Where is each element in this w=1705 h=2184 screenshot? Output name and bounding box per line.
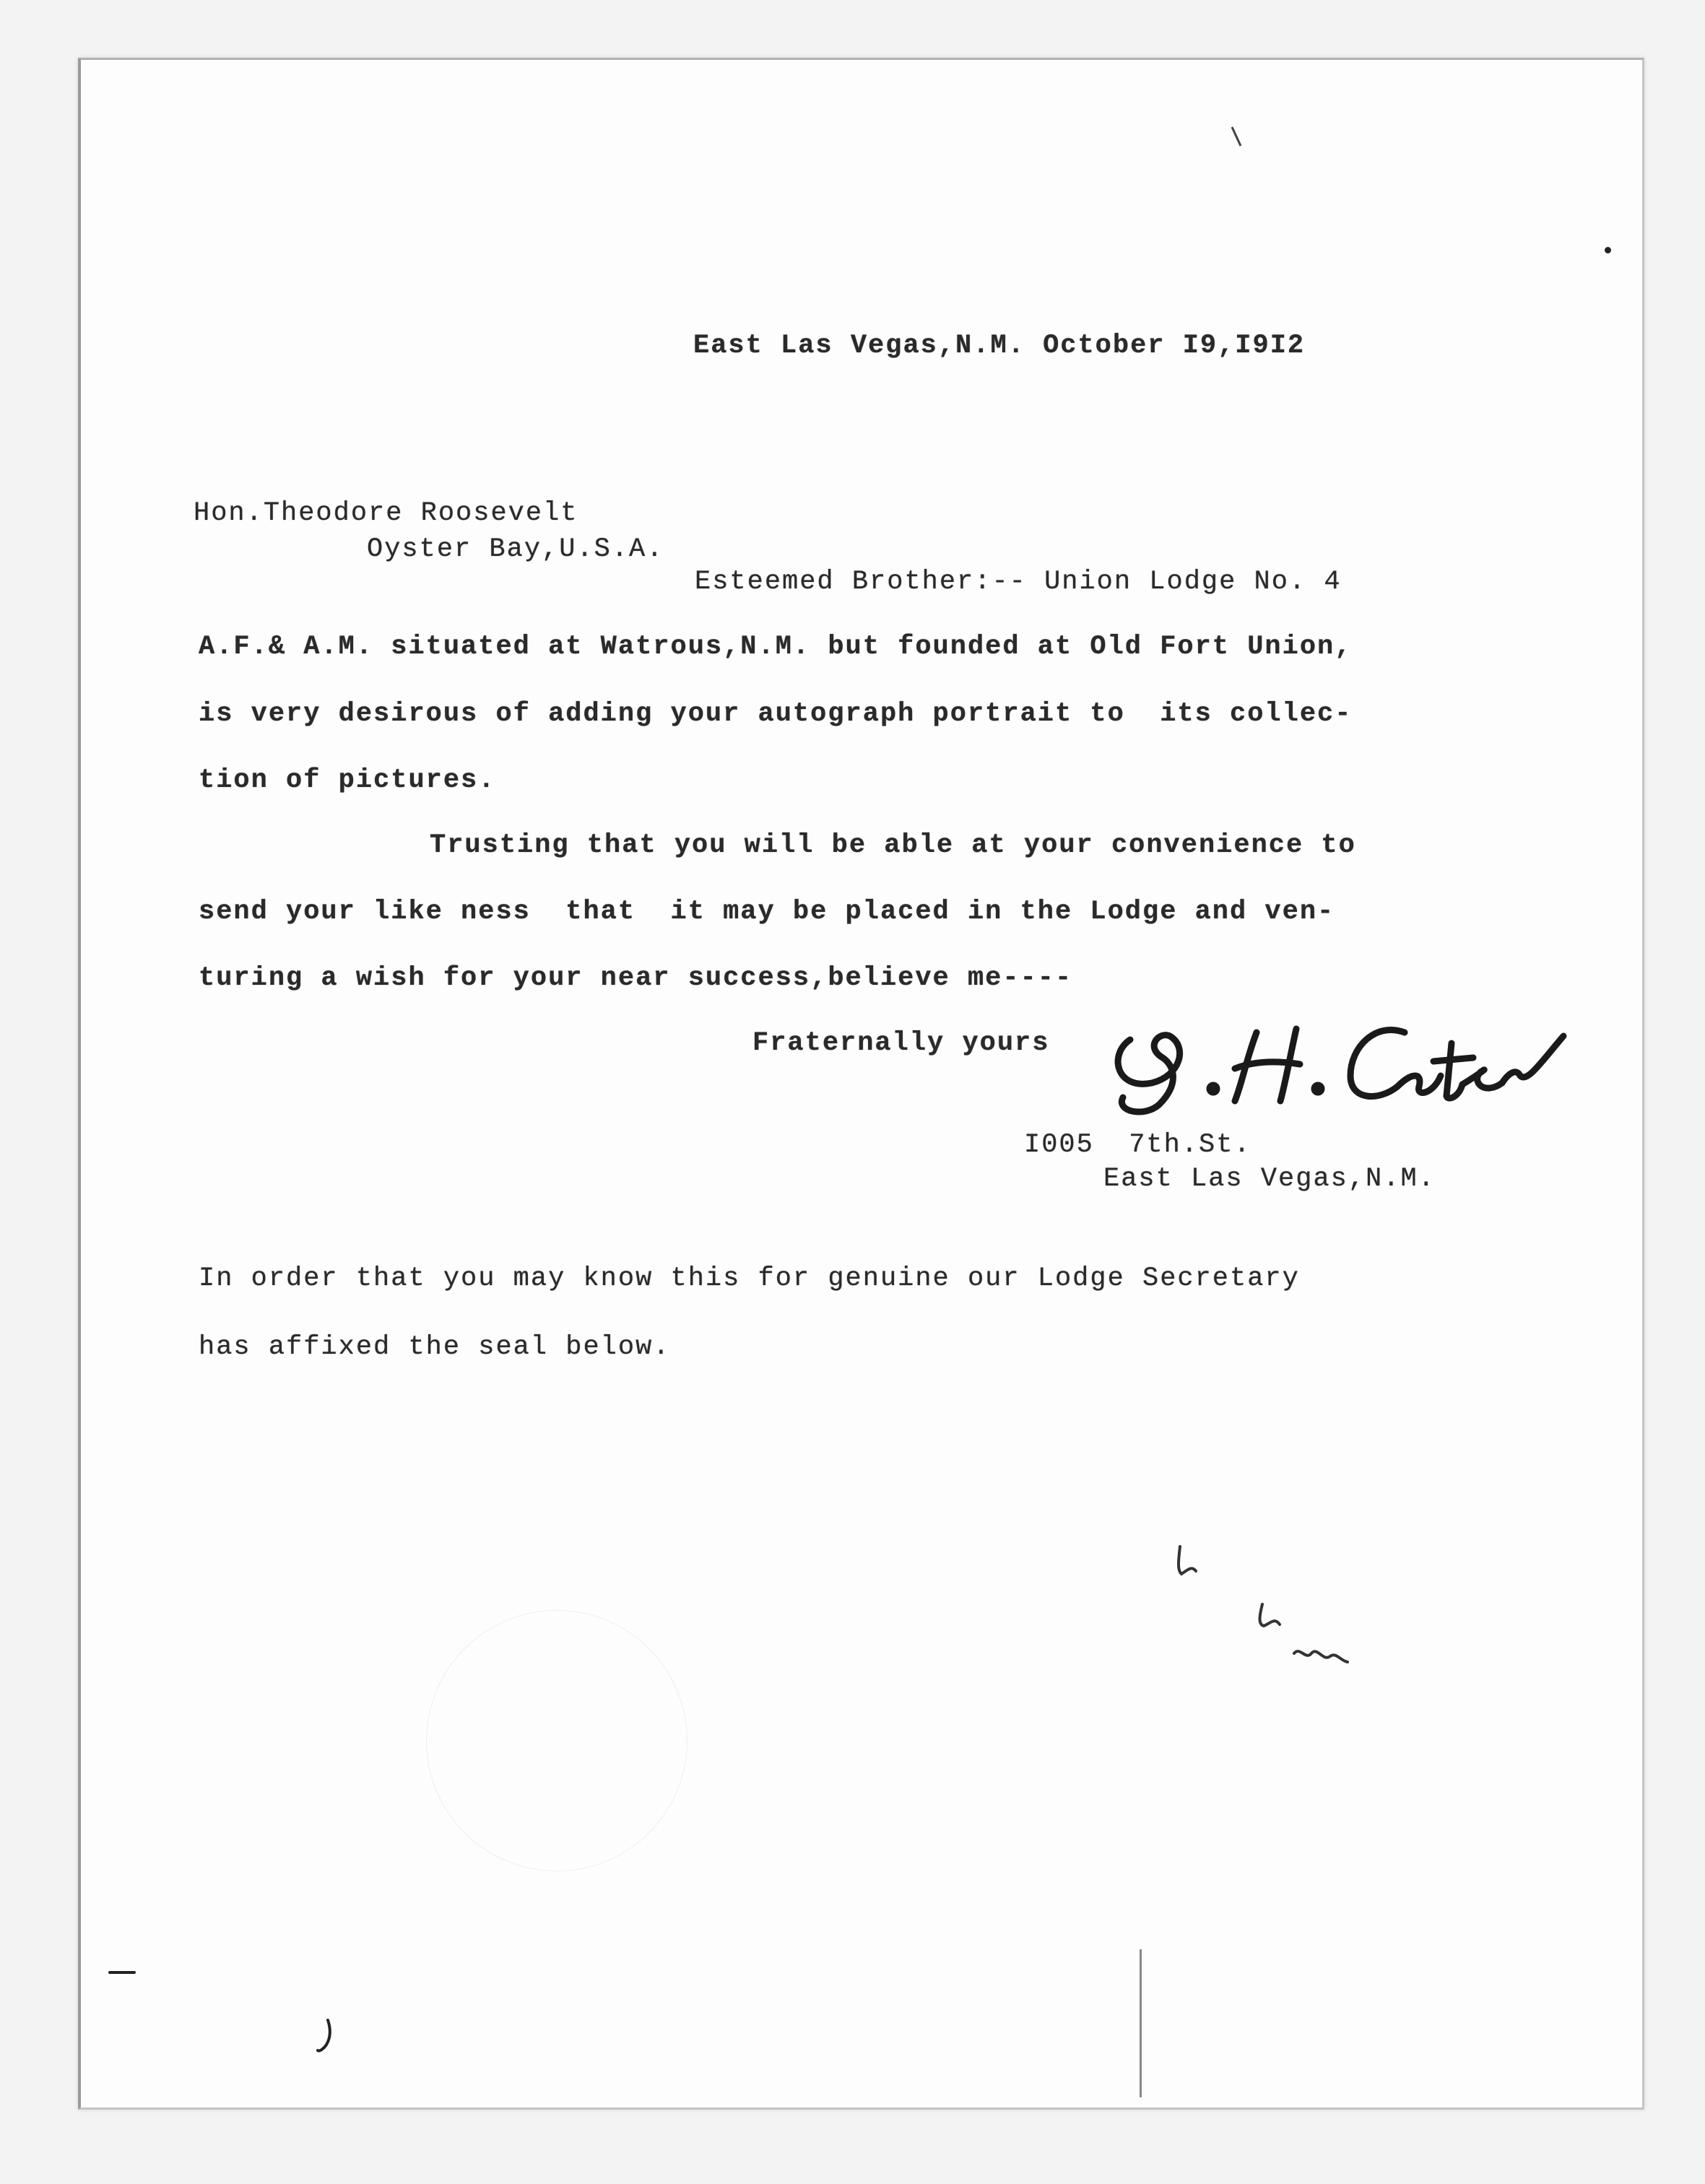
closing: Fraternally yours [752,1028,1050,1058]
sender-city: East Las Vegas,N.M. [1103,1164,1436,1194]
paper-crease [1140,1949,1142,2097]
scan-mark [1228,124,1249,153]
embossed-seal [426,1610,687,1871]
scan-mark [312,2014,341,2058]
postscript-line: has affixed the seal below. [199,1332,671,1362]
scan-dash [108,1971,136,1974]
body-line: tion of pictures. [199,765,496,796]
handwritten-signature [1101,1004,1592,1119]
scan-dot [1605,247,1611,253]
body-line: is very desirous of adding your autograph portrait to its collec- [199,699,1353,729]
greeting: Esteemed Brother:-- Union Lodge No. 4 [695,567,1342,597]
body-line: send your like ness that it may be placed in the Lodge and ven- [199,897,1335,927]
addressee-name: Hon.Theodore Roosevelt [194,498,578,528]
postscript-line: In order that you may know this for genuine our Lodge Secretary [199,1263,1300,1294]
sender-street: I005 7th.St. [1024,1130,1251,1160]
body-line: turing a wish for your near success,believe me---- [199,963,1073,993]
body-line: A.F.& A.M. situated at Watrous,N.M. but founded at Old Fort Union, [199,632,1353,662]
dateline: East Las Vegas,N.M. October I9,I9I2 [693,331,1306,361]
body-line: Trusting that you will be able at your convenience to [430,830,1356,861]
pencil-marks [1170,1538,1408,1697]
addressee-address: Oyster Bay,U.S.A. [367,534,664,565]
